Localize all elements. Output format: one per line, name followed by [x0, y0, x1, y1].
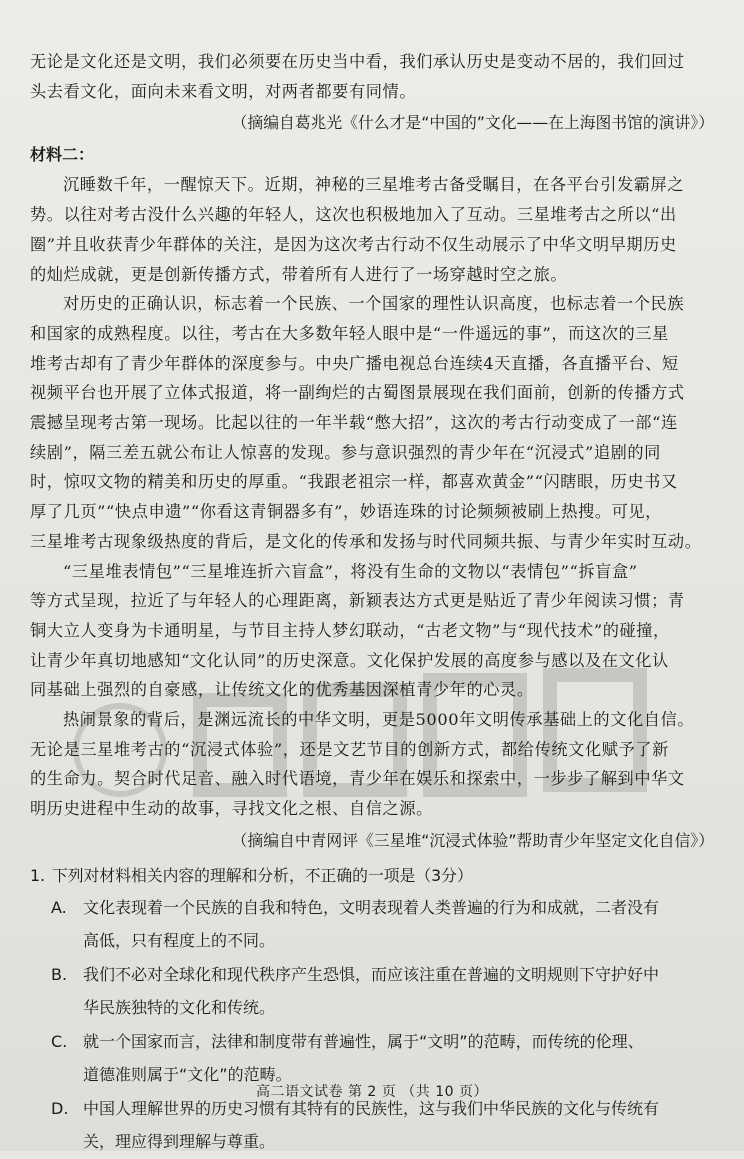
option-letter: A.	[51, 897, 67, 917]
option-text: 就一个国家而言，法律和制度带有普遍性，属于“文明”的范畴，而传统的伦理、	[83, 1031, 644, 1051]
text-line: 头去看文化，面向未来看文明，对两者都要有同情。	[30, 81, 417, 101]
option-text: 文化表现着一个民族的自我和特色，文明表现着人类普遍的行为和成就，二者没有	[83, 897, 660, 917]
page-footer: 高二语文试卷 第 2 页 （共 10 页）	[256, 1084, 488, 1100]
question-text: 下列对材料相关内容的理解和分析，不正确的一项是（3分）	[52, 865, 473, 885]
text-line: 无论是文化还是文明，我们必须要在历史当中看，我们承认历史是变动不居的，我们回过	[30, 52, 685, 71]
question-1-stem	[30, 860, 720, 891]
source-citation-1: （摘编自葛兆光《什么才是“中国的”文化——在上海图书馆的演讲》）	[231, 113, 714, 133]
option-letter: D.	[51, 1098, 69, 1118]
option-text: 中国人理解世界的历史习惯有其特有的民族性，这与我们中华民族的文化与传统有	[83, 1098, 660, 1118]
option-a[interactable]	[30, 891, 720, 958]
option-text: 我们不必对全球化和现代秩序产生恐惧，而应该注重在普遍的文明规则下守护好中	[83, 964, 660, 984]
text-line: 热闹景象的背后，是渊远流长的中华文明，更是5000年文明传承基础上的文化自信。	[63, 710, 695, 730]
text-line: 三星堆考古现象级热度的背后，是文化的传承和发扬与时代同频共振、与青少年实时互动。	[30, 531, 702, 551]
text-line: 堆考古却有了青少年群体的深度参与。中央广播电视总台连续4天直播，各直播平台、短	[30, 353, 679, 373]
text-line: 对历史的正确认识，标志着一个民族、一个国家的理性认识高度，也标志着一个民族	[63, 294, 685, 314]
option-text: 华民族独特的文化和传统。	[83, 998, 276, 1018]
text-line: 和国家的成熟程度。以往，考古在大多数年轻人眼中是“一件遥远的事”，而这次的三星	[30, 323, 669, 343]
material-2-paragraph-4	[30, 705, 720, 824]
material-2-heading: 材料二：	[30, 145, 95, 165]
text-line: “三星堆表情包”“三星堆连折六盲盒”，将没有生命的文物以“表情包”“拆盲盒”	[63, 561, 638, 581]
text-line: 圈”并且收获青少年群体的关注，是因为这次考古行动不仅生动展示了中华文明早期历史	[30, 234, 677, 254]
text-line: 震撼呈现考古第一现场。比起以往的一年半载“憋大招”，这次的考古行动变成了一部“连	[30, 413, 678, 433]
option-letter: C.	[51, 1031, 68, 1051]
text-line: 势。以往对考古没什么兴趣的年轻人，这次也积极地加入了互动。三星堆考古之所以“出	[30, 205, 677, 225]
text-line: 续剧”，隔三差五就公布让人惊喜的发现。参与意识强烈的青少年在“沉浸式”追剧的同	[30, 442, 661, 462]
text-line: 的生命力。契合时代足音、融入时代语境，青少年在娱乐和探索中，一步步了解到中华文	[30, 769, 685, 789]
material-2-paragraph-1	[30, 170, 720, 289]
intro-paragraph	[30, 47, 720, 106]
text-line: 视频平台也开展了立体式报道，将一副绚烂的古蜀图景展现在我们面前，创新的传播方式	[30, 383, 685, 403]
option-text: 道德准则属于“文化”的范畴。	[83, 1065, 292, 1085]
material-2-paragraph-2	[30, 289, 720, 556]
text-line: 同基础上强烈的自豪感，让传统文化的优秀基因深植青少年的心灵。	[30, 680, 534, 700]
option-letter: B.	[51, 964, 68, 984]
option-text: 高低，只有程度上的不同。	[83, 931, 276, 951]
text-line: 无论是三星堆考古的“沉浸式体验”，还是文艺节目的创新方式，都给传统文化赋予了新	[30, 739, 669, 759]
option-b[interactable]	[30, 958, 720, 1025]
text-line: 等方式呈现，拉近了与年轻人的心理距离，新颖表达方式更是贴近了青少年阅读习惯；青	[30, 591, 685, 611]
text-line: 厚了几页”“快点申遗”“你看这青铜器多有”，妙语连珠的讨论频频被刷上热搜。可见，	[30, 502, 662, 522]
text-line: 沉睡数千年，一醒惊天下。近期，神秘的三星堆考古备受瞩目，在各平台引发霸屏之	[63, 175, 685, 195]
option-text: 关，理应得到理解与尊重。	[83, 1132, 276, 1152]
source-citation-2: （摘编自中青网评《三星堆“沉浸式体验”帮助青少年坚定文化自信》）	[231, 830, 714, 850]
material-2-paragraph-3	[30, 557, 720, 706]
text-line: 铜大立人变身为卡通明星，与节目主持人梦幻联动，“古老文物”与“现代技术”的碰撞，	[30, 620, 670, 640]
question-number: 1.	[30, 865, 46, 885]
text-line: 的灿烂成就，更是创新传播方式，带着所有人进行了一场穿越时空之旅。	[30, 264, 568, 284]
text-line: 让青少年真切地感知“文化认同”的历史深意。文化保护发展的高度参与感以及在文化认	[30, 650, 669, 670]
option-d[interactable]	[30, 1092, 720, 1159]
text-line: 时，惊叹文物的精美和历史的厚重。“我跟老祖宗一样，都喜欢黄金”“闪瞎眼，历史书又	[30, 472, 678, 492]
text-line: 明历史进程中生动的故事，寻找文化之根、自信之源。	[30, 799, 433, 819]
document-body	[30, 47, 720, 1159]
